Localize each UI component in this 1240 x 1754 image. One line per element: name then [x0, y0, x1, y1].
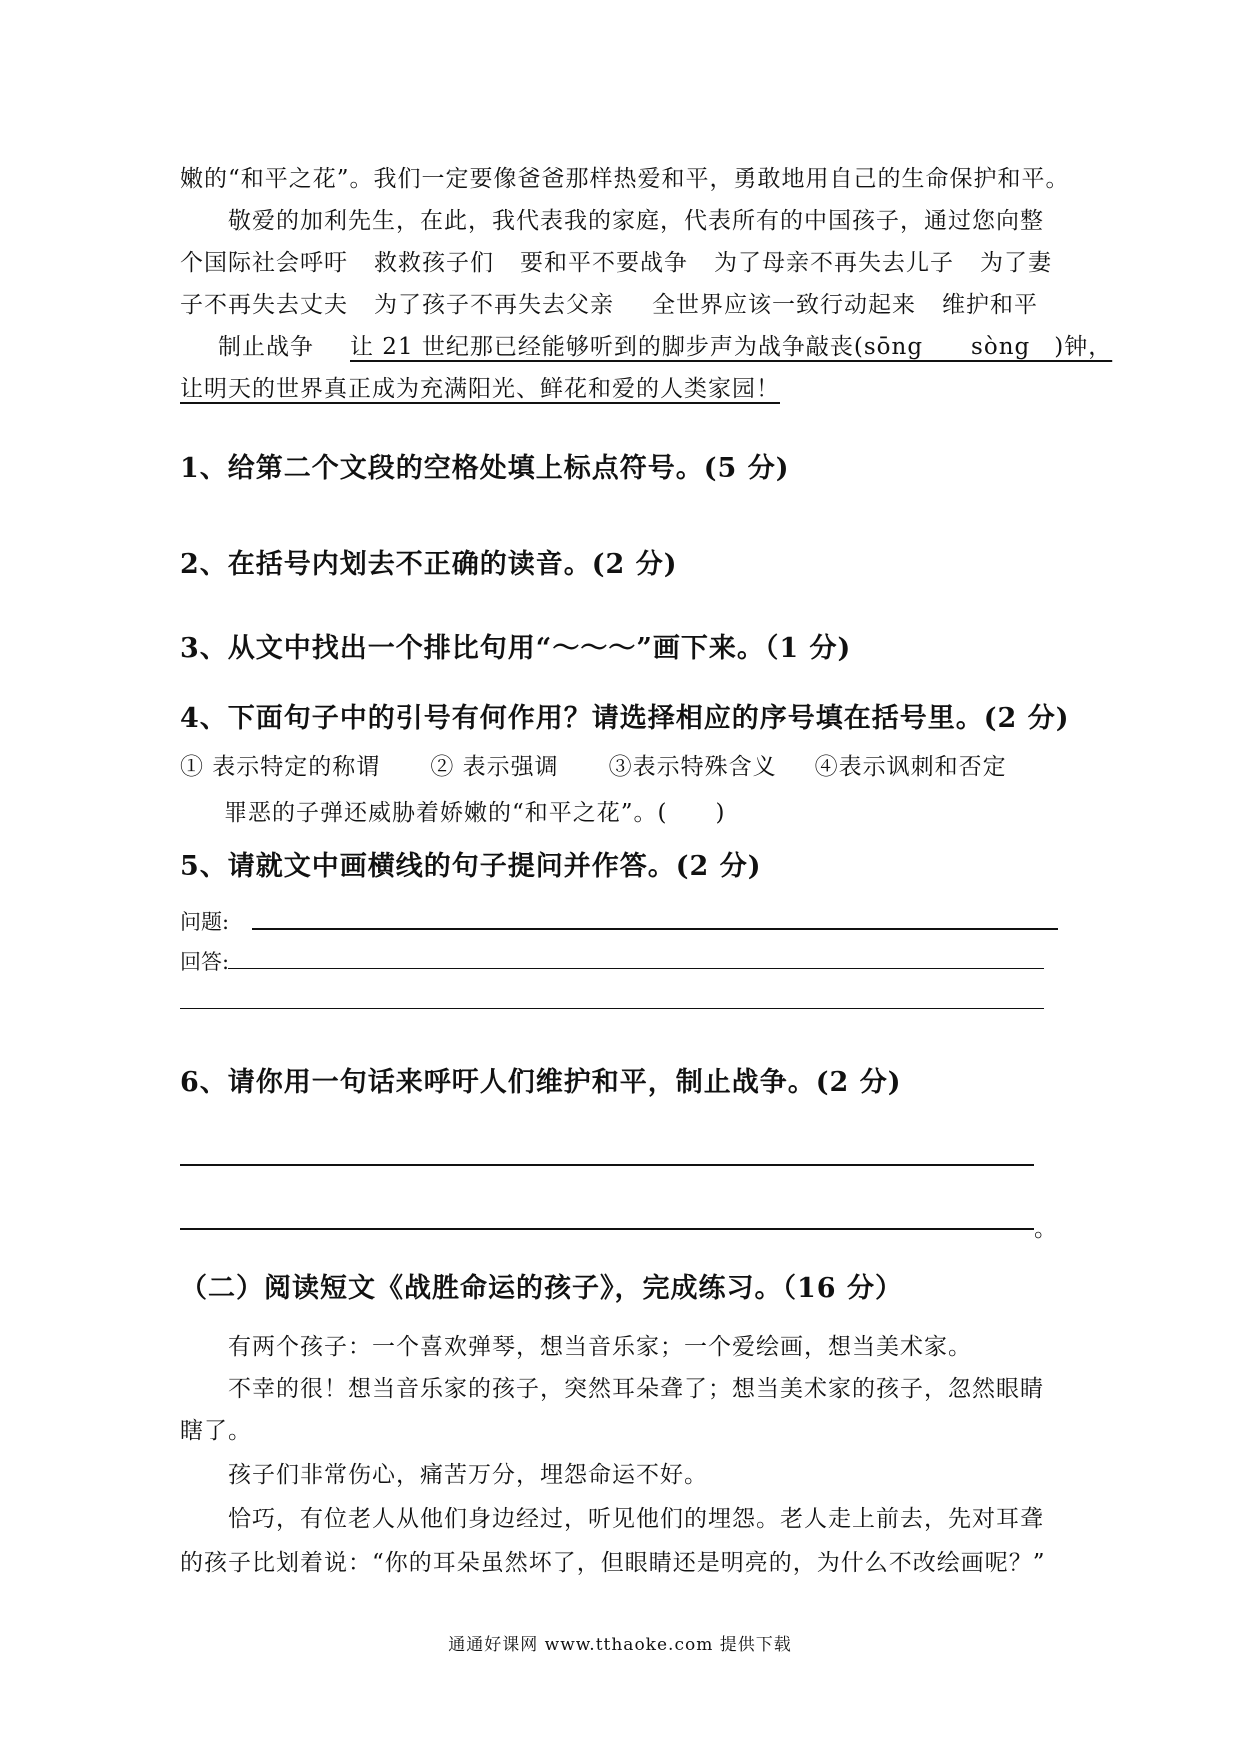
passage-segment: 为了孩子不再失去父亲: [374, 292, 614, 318]
section-2-heading: （二）阅读短文《战胜命运的孩子》，完成练习。（16 分）: [180, 1273, 903, 1304]
option-1: ① 表示特定的称谓: [180, 754, 381, 780]
passage-segment: 维护和平: [942, 292, 1038, 318]
section-2-paragraph-2: 不幸的很！想当音乐家的孩子，突然耳朵聋了；想当美术家的孩子，忽然眼睛: [228, 1376, 1044, 1402]
passage-segment: 要和平不要战争: [520, 250, 688, 276]
passage-line-5: [218, 328, 1112, 361]
passage-segment: 个国际社会呼吁: [180, 250, 348, 276]
question-6: 6、请你用一句话来呼吁人们维护和平，制止战争。(2 分): [180, 1067, 902, 1098]
question-3: 3、从文中找出一个排比句用“～～～”画下来。（1 分): [180, 633, 852, 664]
footer-credit: 通通好课网 www.tthaoke.com 提供下载: [448, 1635, 792, 1655]
section-2-paragraph-2-cont: 瞎了。: [180, 1418, 252, 1444]
option-2: ② 表示强调: [430, 754, 559, 780]
question-5: 5、请就文中画横线的句子提问并作答。(2 分): [180, 851, 762, 882]
passage-segment: 制止战争: [218, 334, 314, 360]
passage-line-4: [180, 286, 1038, 319]
answer-label: 回答:: [180, 950, 230, 974]
section-2-paragraph-4-cont: 的孩子比划着说：“你的耳朵虽然坏了，但眼睛还是明亮的，为什么不改绘画呢？”: [180, 1550, 1046, 1576]
passage-line-1: 嫩的“和平之花”。我们一定要像爸爸那样热爱和平，勇敢地用自己的生命保护和平。: [180, 166, 1070, 192]
option-3: ③表示特殊含义: [608, 754, 777, 780]
passage-line-2: 敬爱的加利先生，在此，我代表我的家庭，代表所有的中国孩子，通过您向整: [228, 208, 1044, 234]
question-2: 2、在括号内划去不正确的读音。(2 分): [180, 549, 678, 580]
underlined-sentence-part-1: 让 21 世纪那已经能够听到的脚步声为战争敲丧(sōng sòng )钟，: [350, 334, 1113, 360]
section-2-paragraph-3: 孩子们非常伤心，痛苦万分，埋怨命运不好。: [228, 1462, 708, 1488]
passage-segment: 为了妻: [980, 250, 1052, 276]
underlined-sentence-part-2: 让明天的世界真正成为充满阳光、鲜花和爱的人类家园！: [180, 376, 780, 402]
question-4-options: [180, 748, 1007, 781]
section-2-paragraph-1: 有两个孩子：一个喜欢弹琴，想当音乐家；一个爱绘画，想当美术家。: [228, 1334, 972, 1360]
passage-segment: 全世界应该一致行动起来: [652, 292, 916, 318]
passage-line-3: [180, 244, 1052, 277]
passage-segment: 子不再失去丈夫: [180, 292, 348, 318]
section-2-paragraph-4: 恰巧，有位老人从他们身边经过，听见他们的埋怨。老人走上前去，先对耳聋: [228, 1506, 1044, 1532]
question-4-sentence: 罪恶的子弹还威胁着娇嫩的“和平之花”。( ): [224, 800, 726, 826]
question-1: 1、给第二个文段的空格处填上标点符号。(5 分): [180, 453, 790, 484]
answer-line-3[interactable]: [180, 1164, 1034, 1166]
question-answer-line[interactable]: [252, 928, 1058, 930]
passage-segment: 救救孩子们: [374, 250, 494, 276]
passage-segment: 为了母亲不再失去儿子: [714, 250, 954, 276]
question-label: 问题:: [180, 910, 230, 934]
question-4: 4、下面句子中的引号有何作用？请选择相应的序号填在括号里。(2 分): [180, 703, 1070, 734]
end-mark: 。: [1034, 1216, 1058, 1242]
option-4: ④表示讽刺和否定: [814, 754, 1007, 780]
answer-line-4[interactable]: [180, 1228, 1034, 1230]
answer-line-1[interactable]: [228, 968, 1044, 969]
answer-line-2[interactable]: [180, 1008, 1044, 1009]
